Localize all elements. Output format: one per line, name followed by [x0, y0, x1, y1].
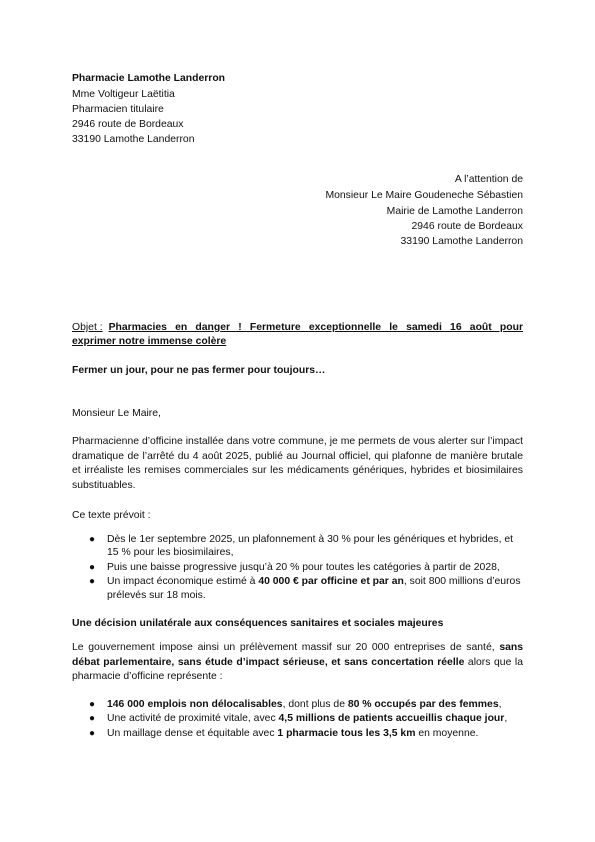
list-item: ● Un maillage dense et équitable avec 1 pharmacie tous les 3,5 km en moyenne. [89, 727, 479, 739]
sender-role: Pharmacien titulaire [72, 104, 164, 115]
bullet-icon: ● [89, 727, 96, 739]
sender-person: Mme Voltigeur Laëtitia [72, 89, 175, 100]
list-item: ● 146 000 emplois non délocalisables, dont plus de 80 % occupés par des femmes, [89, 699, 502, 710]
list-item: ● Puis une baisse progressive jusqu’à 20 % pour toutes les catégories à partir de 2028, [89, 561, 500, 573]
sender-name: Pharmacie Lamothe Landerron [72, 73, 226, 84]
salutation: Monsieur Le Maire, [72, 408, 161, 419]
section-heading: Une décision unilatérale aux conséquences sanitaires et sociales majeures [72, 618, 444, 629]
list-item: ● Un impact économique estimé à 40 000 € par officine et par an, soit 800 millions d’euros prélevés sur 18 mois. [89, 576, 521, 601]
list-item: ● Une activité de proximité vitale, avec 4,5 millions de patients accueillis chaque jour, [89, 713, 508, 725]
bullet-icon: ● [89, 699, 96, 710]
pharmacy-facts-list [72, 698, 523, 741]
sender-street: 2946 route de Bordeaux [72, 119, 184, 130]
sender-city: 33190 Lamothe Landerron [72, 134, 195, 145]
bullet-icon: ● [89, 561, 96, 573]
subject-line-1 [72, 321, 523, 334]
subject-text-2: exprimer notre immense colère [72, 336, 227, 347]
subject-text-1: Pharmacies en danger ! Fermeture exceptionnelle le samedi 16 août pour [108, 322, 523, 333]
bullet-icon: ● [89, 713, 96, 725]
recipient-org: Mairie de Lamothe Landerron [386, 206, 523, 217]
paragraph-intro-text: Ce texte prévoit : [72, 510, 151, 521]
paragraph-impact: Pharmacienne d’officine installée dans votre commune, je me permets de vous alerter sur l’impact dramatique de l’arrêté du 4 août 2025, publié au Journal officiel, qui plafonne de manière brutale et irréaliste les remises commerciales sur les médicaments génériques, hybrides et biosimilaires substituables. [72, 436, 523, 491]
recipient-name: Monsieur Le Maire Goudeneche Sébastien [325, 190, 523, 201]
recipient-city: 33190 Lamothe Landerron [400, 236, 523, 247]
list-item: ● Dès le 1er septembre 2025, un plafonnement à 30 % pour les génériques et hybrides, et 15 % pour les biosimilaires, [89, 534, 514, 559]
subject-label: Objet : [72, 322, 103, 333]
bullet-icon: ● [89, 534, 96, 545]
measures-list [72, 533, 523, 603]
paragraph-government: Le gouvernement impose ainsi un prélèvement massif sur 20 000 entreprises de santé, sans débat parlementaire, sans étude d’impact sérieuse, et sans concertation réelle alors que la pharmacie d’officine représente : [72, 642, 523, 682]
recipient-street: 2946 route de Bordeaux [411, 221, 523, 232]
recipient-attention: A l’attention de [454, 174, 523, 185]
bullet-icon: ● [89, 576, 96, 588]
tagline: Fermer un jour, pour ne pas fermer pour toujours… [72, 365, 326, 376]
